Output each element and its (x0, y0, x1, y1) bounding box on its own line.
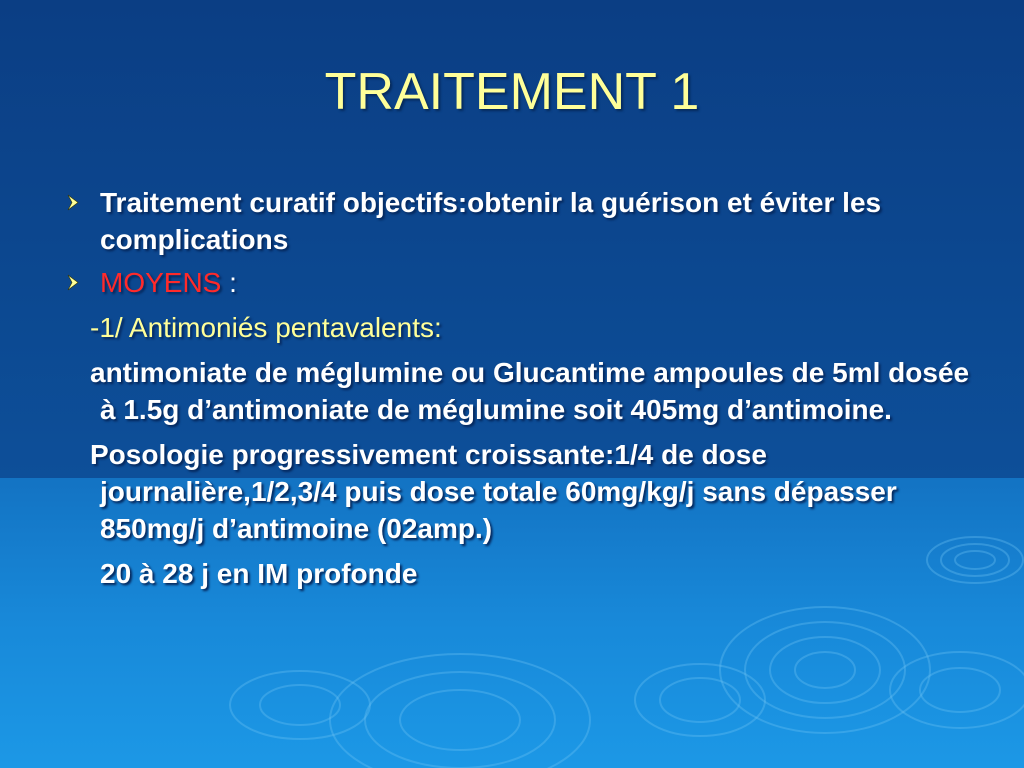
subheading-antimonies: -1/ Antimoniés pentavalents: (90, 312, 442, 343)
paragraph-duree: 20 à 28 j en IM profonde (100, 558, 418, 589)
slide-body (62, 184, 982, 592)
moyens-label: MOYENS (100, 267, 222, 298)
moyens-colon: : (221, 267, 237, 298)
paragraph-glucantime: antimoniate de méglumine ou Glucantime ampoules de 5ml dosée à 1.5g d’antimoniate de méglumine soit 405mg d’antimoine. (90, 357, 970, 425)
bullet-item-traitement (62, 184, 982, 258)
bullet-text-traitement: Traitement curatif objectifs:obtenir la guérison et éviter les complications (100, 187, 882, 255)
paragraph-posologie: Posologie progressivement croissante:1/4 de dose journalière,1/2,3/4 puis dose totale 60mg/kg/j sans dépasser 850mg/j d’antimoine (02amp.) (90, 439, 897, 544)
arrow-bullet-icon (62, 264, 90, 301)
bullet-item-moyens (62, 264, 982, 301)
arrow-bullet-icon (62, 184, 90, 221)
slide-title: TRAITEMENT 1 (324, 63, 700, 121)
